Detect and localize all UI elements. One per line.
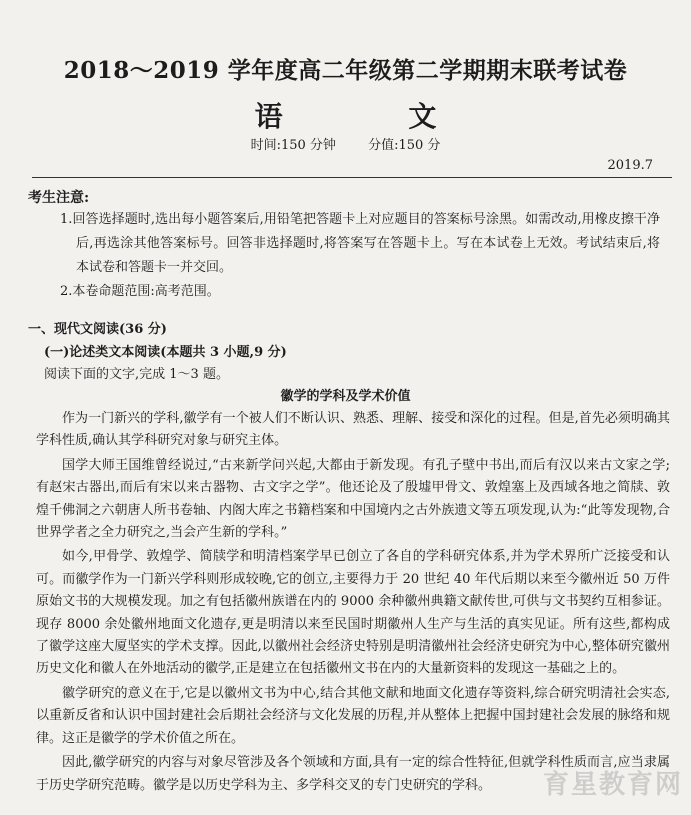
article-paragraph: 因此,徽学研究的内容与对象尽管涉及各个领域和方面,具有一定的综合性特征,但就学科性质而言,应当隶属于历史学研究范畴。徽学是以历史学科为主、多学科交叉的专门史研究的学科。 (36, 755, 670, 793)
section-title: 一、现代文阅读(36 分) (28, 322, 167, 337)
article-paragraph: 国学大师王国维曾经说过,“古来新学问兴起,大都由于新发现。有孔子壁中书出,而后有汉以来古文家之学;有赵宋古器出,而后有宋以来古器物、古文字之学”。他还论及了殷墟甲骨文、敦煌塞上及西域各地之简牍、敦煌千佛洞之六朝唐人所书卷轴、内阁大库之书籍档案和中国境内之古外族遗文等五项发现,认为:“此等发现物,合世界学者之全力研究之,当会产生新的学科。” (36, 457, 670, 541)
article-paragraph: 如今,甲骨学、敦煌学、简牍学和明清档案学早已创立了各自的学科研究体系,并为学术界所广泛接受和认可。而徽学作为一门新兴学科则形成较晚,它的创立,主要得力于 20 世纪 40 年代后期以来至今徽州近 50 万件原始文书的大规模发现。加之有包括徽州族谱在内的 9000 余种徽州典籍文献传世,可供与文书契约互相参证。现存 8000 余处徽州地面文化遗存,更是明清以来至民国时期徽州人生产与生活的真实见证。所有这些,都构成了徽学这座大厦坚实的学术支撑。因此,以徽州社会经济史特别是明清徽州社会经济史研究为中心,整体研究徽州历史文化和徽人在外地活动的徽学,正是建立在包括徽州文书在内的大量新资料的发现这一基础之上的。 (36, 549, 670, 677)
exam-title: 2018～2019 学年度高二年级第二学期期末联考试卷 (63, 57, 628, 84)
notice-item: 2.本卷命题范围:高考范围。 (60, 284, 220, 299)
notice-item: 1.回答选择题时,选出每小题答案后,用铅笔把答题卡上对应题目的答案标号涂黑。如需改动,用橡皮擦干净后,再选涂其他答案标号。回答非选择题时,将答案写在答题卡上。写在本试卷上无效。考试结束后,将本试卷和答题卡一并交回。 (60, 212, 660, 275)
reading-instruction: 阅读下面的文字,完成 1～3 题。 (44, 367, 229, 382)
time-label: 时间:150 分钟 (250, 138, 336, 153)
article-paragraph: 作为一门新兴的学科,徽学有一个被人们不断认识、熟悉、理解、接受和深化的过程。但是,首先必须明确其学科性质,确认其学科研究对象与研究主体。 (36, 411, 670, 449)
article-paragraph: 徽学研究的意义在于,它是以徽州文书为中心,结合其他文献和地面文化遗存等资料,综合研究明清社会实态,以重新反省和认识中国封建社会后期社会经济与文化发展的历程,并从整体上把握中国封建社会发展的脉络和规律。这正是徽学的学术价值之所在。 (36, 685, 670, 746)
notice-list (60, 208, 660, 304)
article-title: 徽学的学科及学术价值 (280, 389, 411, 404)
exam-meta (0, 134, 691, 153)
exam-date: 2019.7 (607, 158, 653, 173)
subject-title: 语 文 (254, 100, 495, 133)
header-divider (32, 177, 672, 178)
score-label: 分值:150 分 (368, 138, 441, 153)
notice-title: 考生注意: (28, 190, 90, 206)
article-body (36, 408, 670, 799)
watermark: 育星教育网 (542, 770, 683, 800)
subsection-title: (一)论述类文本阅读(本题共 3 小题,9 分) (44, 345, 287, 360)
